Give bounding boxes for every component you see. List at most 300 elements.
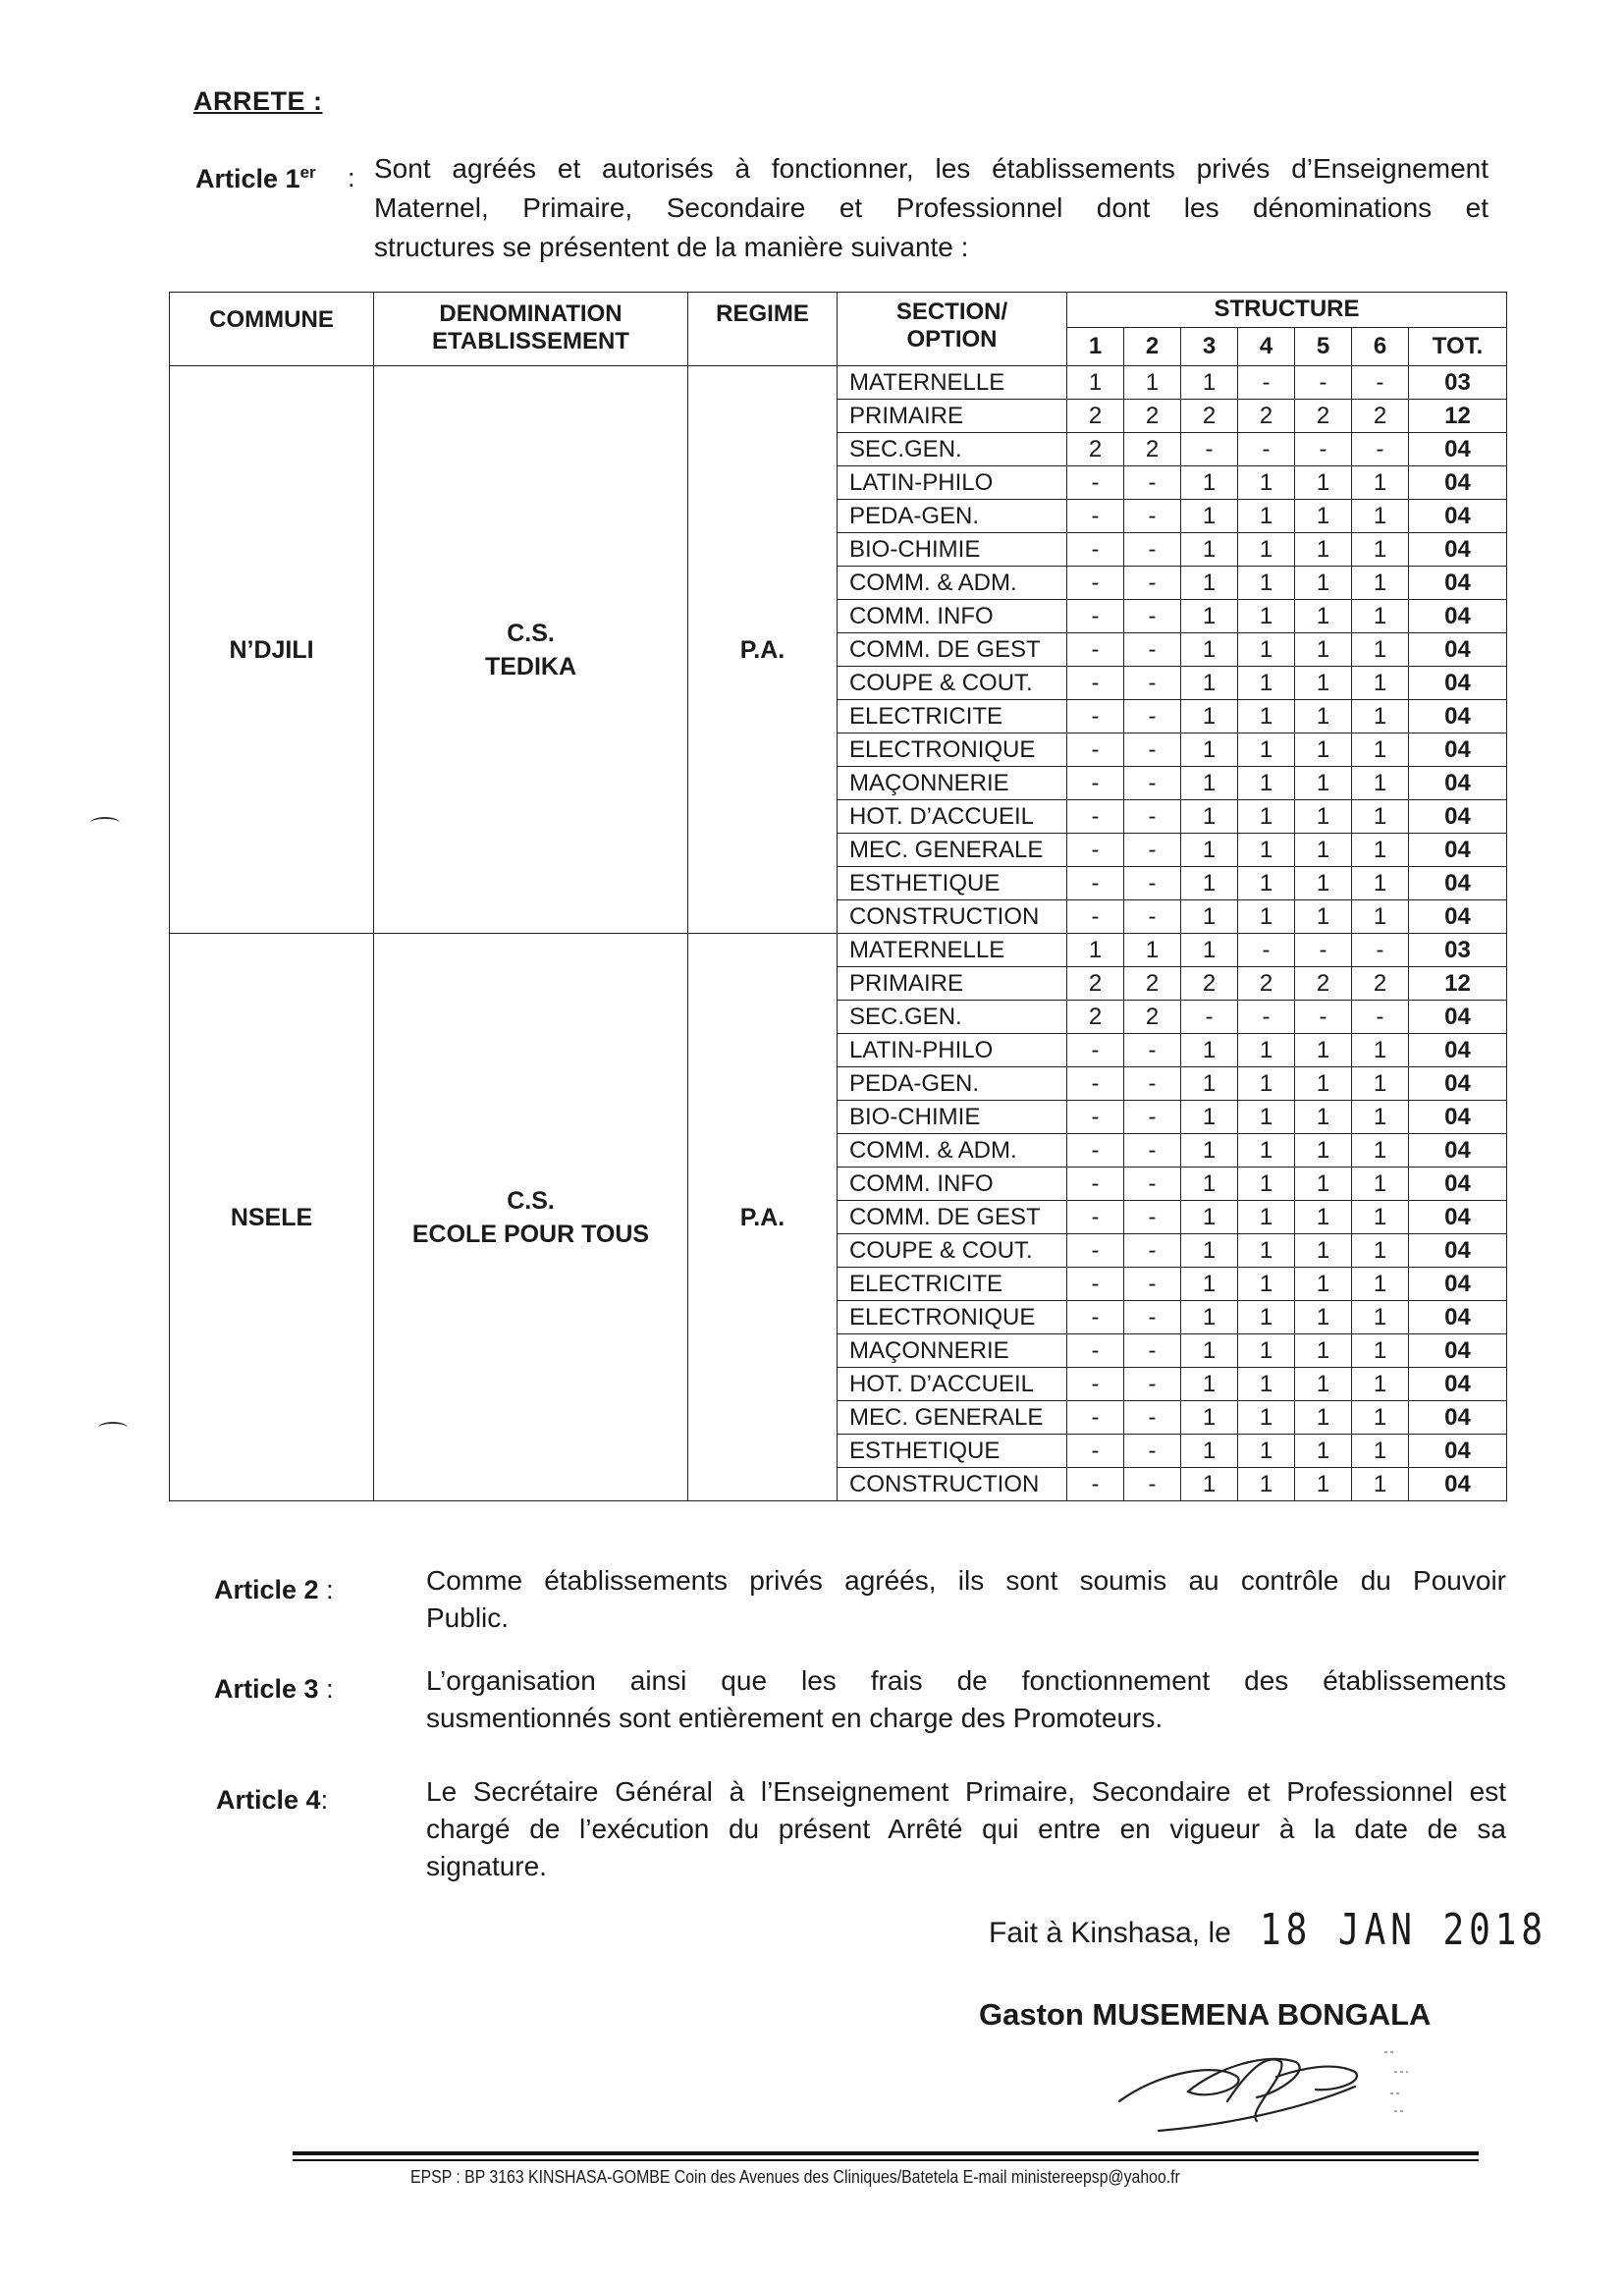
level-1-cell: - (1067, 834, 1124, 867)
level-6-cell: 1 (1352, 1268, 1409, 1301)
level-4-cell: 1 (1238, 1468, 1295, 1501)
level-5-cell: 1 (1295, 867, 1352, 900)
total-cell: 04 (1409, 1334, 1507, 1368)
total-cell: 04 (1409, 667, 1507, 700)
level-6-cell: 1 (1352, 767, 1409, 800)
section-cell: COUPE & COUT. (838, 667, 1067, 700)
level-6-cell: 1 (1352, 500, 1409, 533)
margin-mark (90, 817, 120, 829)
level-4-cell: 1 (1238, 466, 1295, 500)
header-section-line-1: SECTION/ (895, 299, 1008, 325)
header-level-3: 3 (1181, 327, 1238, 365)
level-2-cell: - (1124, 1301, 1181, 1334)
level-4-cell: 2 (1238, 967, 1295, 1001)
level-4-cell: 1 (1238, 700, 1295, 733)
level-2-cell: - (1124, 567, 1181, 600)
total-cell: 04 (1409, 600, 1507, 633)
level-6-cell: 1 (1352, 867, 1409, 900)
level-3-cell: 1 (1181, 600, 1238, 633)
section-cell: COMM. DE GEST (838, 633, 1067, 667)
level-2-cell: - (1124, 533, 1181, 567)
level-6-cell: 1 (1352, 1034, 1409, 1067)
level-5-cell: 1 (1295, 1468, 1352, 1501)
level-2-cell: - (1124, 767, 1181, 800)
level-6-cell: 1 (1352, 667, 1409, 700)
level-1-cell: - (1067, 1134, 1124, 1168)
level-6-cell: 2 (1352, 967, 1409, 1001)
level-1-cell: - (1067, 1468, 1124, 1501)
article-1-line: Maternel, Primaire, Secondaire et Professionnel dont les dénominations et (374, 192, 1489, 223)
level-3-cell: 1 (1181, 767, 1238, 800)
level-3-cell: 1 (1181, 667, 1238, 700)
establishment-line-1: C.S. (507, 619, 555, 647)
level-2-cell: 2 (1124, 400, 1181, 433)
closing-place: Fait à Kinshasa, le (989, 1917, 1231, 1949)
level-4-cell: - (1238, 1001, 1295, 1034)
level-6-cell: - (1352, 366, 1409, 400)
level-5-cell: 1 (1295, 1101, 1352, 1134)
level-2-cell: 2 (1124, 1001, 1181, 1034)
level-1-cell: 1 (1067, 366, 1124, 400)
level-3-cell: 1 (1181, 1301, 1238, 1334)
level-1-cell: - (1067, 466, 1124, 500)
total-cell: 04 (1409, 1468, 1507, 1501)
level-4-cell: 1 (1238, 800, 1295, 834)
level-4-cell: 1 (1238, 633, 1295, 667)
section-cell: COMM. INFO (838, 1168, 1067, 1201)
section-cell: MEC. GENERALE (838, 1401, 1067, 1435)
section-cell: MATERNELLE (838, 366, 1067, 400)
header-section-line-2: OPTION (906, 326, 998, 353)
level-6-cell: 1 (1352, 633, 1409, 667)
heading-arrete: ARRETE : (193, 86, 323, 116)
level-2-cell: - (1124, 700, 1181, 733)
header-denomination (374, 293, 688, 366)
article-4-line: Le Secrétaire Général à l’Enseignement Primaire, Secondaire et Professionnel est (426, 1776, 1506, 1807)
level-5-cell: 1 (1295, 667, 1352, 700)
level-5-cell: 1 (1295, 1234, 1352, 1268)
level-3-cell: 1 (1181, 1268, 1238, 1301)
level-1-cell: 2 (1067, 400, 1124, 433)
level-4-cell: 1 (1238, 533, 1295, 567)
level-2-cell: - (1124, 1435, 1181, 1468)
level-3-cell: 1 (1181, 466, 1238, 500)
level-1-cell: - (1067, 1101, 1124, 1134)
level-4-cell: 1 (1238, 1268, 1295, 1301)
section-cell: SEC.GEN. (838, 433, 1067, 466)
header-denomination-line-1: DENOMINATION (439, 300, 623, 327)
regime-cell: P.A. (688, 934, 838, 1501)
level-6-cell: 2 (1352, 400, 1409, 433)
level-2-cell: - (1124, 500, 1181, 533)
level-4-cell: 1 (1238, 1067, 1295, 1101)
level-1-cell: 2 (1067, 967, 1124, 1001)
level-1-cell: - (1067, 700, 1124, 733)
level-5-cell: 2 (1295, 967, 1352, 1001)
level-6-cell: 1 (1352, 1067, 1409, 1101)
section-cell: ELECTRICITE (838, 1268, 1067, 1301)
article-4-label: Article 4: (216, 1785, 329, 1815)
level-3-cell: 1 (1181, 1067, 1238, 1101)
level-6-cell: 1 (1352, 834, 1409, 867)
level-3-cell: 1 (1181, 1101, 1238, 1134)
total-cell: 12 (1409, 400, 1507, 433)
establishment-line-1: C.S. (507, 1186, 555, 1215)
section-cell: ESTHETIQUE (838, 1435, 1067, 1468)
level-5-cell: 1 (1295, 466, 1352, 500)
level-2-cell: - (1124, 1101, 1181, 1134)
level-1-cell: - (1067, 500, 1124, 533)
article-1-line: Sont agréés et autorisés à fonctionner, les établissements privés d’Enseignement (374, 153, 1489, 184)
level-1-cell: - (1067, 600, 1124, 633)
footer-rule-thin (293, 2159, 1479, 2161)
total-cell: 04 (1409, 567, 1507, 600)
header-section (838, 293, 1067, 366)
total-cell: 04 (1409, 1101, 1507, 1134)
level-1-cell: - (1067, 1234, 1124, 1268)
level-1-cell: - (1067, 1034, 1124, 1067)
level-2-cell: - (1124, 834, 1181, 867)
level-5-cell: 1 (1295, 800, 1352, 834)
level-2-cell: - (1124, 600, 1181, 633)
level-3-cell: 1 (1181, 533, 1238, 567)
section-cell: ELECTRICITE (838, 700, 1067, 733)
level-5-cell: 2 (1295, 400, 1352, 433)
level-6-cell: 1 (1352, 1234, 1409, 1268)
total-cell: 04 (1409, 1234, 1507, 1268)
level-3-cell: 1 (1181, 800, 1238, 834)
level-4-cell: 1 (1238, 1334, 1295, 1368)
total-cell: 04 (1409, 433, 1507, 466)
total-cell: 04 (1409, 1067, 1507, 1101)
level-1-cell: - (1067, 800, 1124, 834)
section-cell: BIO-CHIMIE (838, 533, 1067, 567)
level-2-cell: - (1124, 1201, 1181, 1234)
level-1-cell: - (1067, 1067, 1124, 1101)
header-level-5: 5 (1295, 327, 1352, 365)
level-5-cell: - (1295, 1001, 1352, 1034)
level-6-cell: 1 (1352, 600, 1409, 633)
level-2-cell: - (1124, 733, 1181, 767)
level-6-cell: - (1352, 934, 1409, 967)
level-3-cell: 2 (1181, 400, 1238, 433)
level-6-cell: 1 (1352, 1368, 1409, 1401)
section-cell: LATIN-PHILO (838, 1034, 1067, 1067)
section-cell: PRIMAIRE (838, 400, 1067, 433)
level-3-cell: 1 (1181, 1368, 1238, 1401)
level-2-cell: - (1124, 1234, 1181, 1268)
section-cell: PRIMAIRE (838, 967, 1067, 1001)
level-2-cell: - (1124, 1401, 1181, 1435)
level-4-cell: 1 (1238, 767, 1295, 800)
level-5-cell: 1 (1295, 834, 1352, 867)
total-cell: 04 (1409, 466, 1507, 500)
signature-image (1100, 2033, 1453, 2150)
level-6-cell: 1 (1352, 533, 1409, 567)
level-4-cell: 2 (1238, 400, 1295, 433)
total-cell: 04 (1409, 1401, 1507, 1435)
level-1-cell: - (1067, 1201, 1124, 1234)
level-4-cell: 1 (1238, 1201, 1295, 1234)
level-4-cell: 1 (1238, 1301, 1295, 1334)
level-3-cell: 1 (1181, 900, 1238, 934)
total-cell: 04 (1409, 800, 1507, 834)
total-cell: 04 (1409, 1001, 1507, 1034)
article-3-line: susmentionnés sont entièrement en charge des Promoteurs. (426, 1703, 1164, 1733)
level-3-cell: 1 (1181, 733, 1238, 767)
level-2-cell: 1 (1124, 366, 1181, 400)
article-1-colon: : (348, 163, 355, 192)
level-6-cell: 1 (1352, 1435, 1409, 1468)
structure-table (169, 292, 1507, 1501)
level-4-cell: 1 (1238, 1034, 1295, 1067)
section-cell: COMM. INFO (838, 600, 1067, 633)
section-cell: MAÇONNERIE (838, 1334, 1067, 1368)
level-3-cell: 1 (1181, 1334, 1238, 1368)
level-2-cell: - (1124, 1134, 1181, 1168)
section-cell: COMM. DE GEST (838, 1201, 1067, 1234)
total-cell: 04 (1409, 900, 1507, 934)
header-commune: COMMUNE (170, 293, 374, 366)
level-5-cell: - (1295, 366, 1352, 400)
level-5-cell: 1 (1295, 1168, 1352, 1201)
level-4-cell: 1 (1238, 567, 1295, 600)
level-6-cell: 1 (1352, 1201, 1409, 1234)
section-cell: LATIN-PHILO (838, 466, 1067, 500)
level-1-cell: 1 (1067, 934, 1124, 967)
level-3-cell: 1 (1181, 934, 1238, 967)
section-cell: COMM. & ADM. (838, 1134, 1067, 1168)
level-3-cell: 1 (1181, 1401, 1238, 1435)
article-2-line: Public. (426, 1602, 510, 1633)
level-2-cell: 2 (1124, 433, 1181, 466)
level-5-cell: 1 (1295, 1134, 1352, 1168)
level-6-cell: - (1352, 1001, 1409, 1034)
level-4-cell: 1 (1238, 834, 1295, 867)
total-cell: 04 (1409, 867, 1507, 900)
article-1-line: structures se présentent de la manière suivante : (374, 232, 969, 262)
level-6-cell: 1 (1352, 567, 1409, 600)
level-6-cell: 1 (1352, 900, 1409, 934)
level-1-cell: - (1067, 1368, 1124, 1401)
establishment-line-2: TEDIKA (484, 652, 577, 680)
section-cell: COMM. & ADM. (838, 567, 1067, 600)
header-total: TOT. (1409, 327, 1507, 365)
level-2-cell: - (1124, 1368, 1181, 1401)
level-1-cell: - (1067, 633, 1124, 667)
level-6-cell: 1 (1352, 700, 1409, 733)
level-4-cell: 1 (1238, 1168, 1295, 1201)
level-4-cell: 1 (1238, 900, 1295, 934)
article-3-text (426, 1662, 1506, 1737)
level-2-cell: 2 (1124, 967, 1181, 1001)
level-4-cell: 1 (1238, 1101, 1295, 1134)
total-cell: 04 (1409, 633, 1507, 667)
level-3-cell: 1 (1181, 633, 1238, 667)
total-cell: 04 (1409, 1435, 1507, 1468)
level-6-cell: 1 (1352, 1168, 1409, 1201)
section-cell: PEDA-GEN. (838, 1067, 1067, 1101)
level-4-cell: 1 (1238, 1368, 1295, 1401)
level-3-cell: 1 (1181, 1234, 1238, 1268)
level-6-cell: 1 (1352, 1468, 1409, 1501)
level-1-cell: - (1067, 667, 1124, 700)
establishment-cell (374, 366, 688, 934)
level-2-cell: - (1124, 800, 1181, 834)
level-1-cell: 2 (1067, 433, 1124, 466)
total-cell: 03 (1409, 366, 1507, 400)
level-1-cell: - (1067, 767, 1124, 800)
total-cell: 12 (1409, 967, 1507, 1001)
level-3-cell: 1 (1181, 700, 1238, 733)
level-6-cell: 1 (1352, 1334, 1409, 1368)
level-5-cell: 1 (1295, 900, 1352, 934)
level-5-cell: 1 (1295, 1368, 1352, 1401)
section-cell: CONSTRUCTION (838, 900, 1067, 934)
section-cell: HOT. D’ACCUEIL (838, 800, 1067, 834)
total-cell: 04 (1409, 834, 1507, 867)
level-2-cell: - (1124, 1067, 1181, 1101)
total-cell: 04 (1409, 533, 1507, 567)
level-3-cell: 1 (1181, 1168, 1238, 1201)
footer-rule-thick (293, 2151, 1479, 2155)
total-cell: 04 (1409, 700, 1507, 733)
header-regime: REGIME (688, 293, 838, 366)
level-3-cell: 1 (1181, 500, 1238, 533)
level-5-cell: - (1295, 934, 1352, 967)
level-1-cell: - (1067, 1334, 1124, 1368)
header-level-1: 1 (1067, 327, 1124, 365)
article-4-text (426, 1773, 1506, 1885)
article-2-text (426, 1562, 1506, 1637)
level-5-cell: 1 (1295, 1435, 1352, 1468)
section-cell: MEC. GENERALE (838, 834, 1067, 867)
level-5-cell: 1 (1295, 1034, 1352, 1067)
level-5-cell: - (1295, 433, 1352, 466)
level-3-cell: 1 (1181, 567, 1238, 600)
level-2-cell: - (1124, 466, 1181, 500)
level-6-cell: - (1352, 433, 1409, 466)
table-row (170, 366, 1507, 400)
level-6-cell: 1 (1352, 466, 1409, 500)
level-6-cell: 1 (1352, 1401, 1409, 1435)
level-5-cell: 1 (1295, 700, 1352, 733)
article-1-label: Article 1er (195, 163, 316, 193)
level-3-cell: - (1181, 1001, 1238, 1034)
total-cell: 04 (1409, 500, 1507, 533)
level-2-cell: - (1124, 1334, 1181, 1368)
level-1-cell: - (1067, 900, 1124, 934)
level-1-cell: - (1067, 1301, 1124, 1334)
level-6-cell: 1 (1352, 1134, 1409, 1168)
level-5-cell: 1 (1295, 500, 1352, 533)
level-3-cell: 1 (1181, 867, 1238, 900)
level-2-cell: - (1124, 900, 1181, 934)
level-4-cell: 1 (1238, 1401, 1295, 1435)
total-cell: 04 (1409, 1268, 1507, 1301)
level-4-cell: 1 (1238, 733, 1295, 767)
level-5-cell: 1 (1295, 1067, 1352, 1101)
commune-cell: N’DJILI (170, 366, 374, 934)
level-6-cell: 1 (1352, 1301, 1409, 1334)
article-3-label: Article 3 : (214, 1674, 334, 1704)
level-3-cell: 1 (1181, 1134, 1238, 1168)
level-1-cell: - (1067, 867, 1124, 900)
level-2-cell: - (1124, 633, 1181, 667)
total-cell: 04 (1409, 1168, 1507, 1201)
level-4-cell: 1 (1238, 1134, 1295, 1168)
level-3-cell: 1 (1181, 1201, 1238, 1234)
section-cell: MAÇONNERIE (838, 767, 1067, 800)
total-cell: 04 (1409, 1301, 1507, 1334)
level-1-cell: - (1067, 1401, 1124, 1435)
section-cell: MATERNELLE (838, 934, 1067, 967)
article-4-line: chargé de l’exécution du présent Arrêté qui entre en vigueur à la date de sa (426, 1814, 1506, 1844)
level-3-cell: 2 (1181, 967, 1238, 1001)
level-4-cell: 1 (1238, 867, 1295, 900)
level-5-cell: 1 (1295, 633, 1352, 667)
level-4-cell: 1 (1238, 667, 1295, 700)
section-cell: SEC.GEN. (838, 1001, 1067, 1034)
header-level-2: 2 (1124, 327, 1181, 365)
article-1-text (374, 149, 1489, 267)
section-cell: COUPE & COUT. (838, 1234, 1067, 1268)
section-cell: ESTHETIQUE (838, 867, 1067, 900)
level-6-cell: 1 (1352, 733, 1409, 767)
level-5-cell: 1 (1295, 533, 1352, 567)
section-cell: PEDA-GEN. (838, 500, 1067, 533)
article-2-line: Comme établissements privés agréés, ils sont soumis au contrôle du Pouvoir (426, 1565, 1506, 1596)
level-4-cell: - (1238, 934, 1295, 967)
total-cell: 03 (1409, 934, 1507, 967)
article-3-line: L’organisation ainsi que les frais de fonctionnement des établissements (426, 1665, 1506, 1696)
header-level-6: 6 (1352, 327, 1409, 365)
level-1-cell: - (1067, 1268, 1124, 1301)
level-1-cell: 2 (1067, 1001, 1124, 1034)
level-2-cell: - (1124, 867, 1181, 900)
article-4-line: signature. (426, 1851, 547, 1881)
section-cell: CONSTRUCTION (838, 1468, 1067, 1501)
level-5-cell: 1 (1295, 567, 1352, 600)
level-4-cell: 1 (1238, 500, 1295, 533)
article-2-label: Article 2 : (214, 1575, 334, 1604)
level-6-cell: 1 (1352, 1101, 1409, 1134)
level-4-cell: 1 (1238, 1234, 1295, 1268)
level-3-cell: 1 (1181, 1468, 1238, 1501)
total-cell: 04 (1409, 1134, 1507, 1168)
level-1-cell: - (1067, 1435, 1124, 1468)
level-3-cell: 1 (1181, 366, 1238, 400)
signer-name: Gaston MUSEMENA BONGALA (979, 1997, 1432, 2032)
level-4-cell: - (1238, 366, 1295, 400)
level-3-cell: 1 (1181, 1034, 1238, 1067)
header-structure: STRUCTURE (1067, 293, 1507, 328)
level-5-cell: 1 (1295, 600, 1352, 633)
establishment-cell (374, 934, 688, 1501)
level-2-cell: - (1124, 1468, 1181, 1501)
header-denomination-line-2: ETABLISSEMENT (432, 328, 629, 354)
level-2-cell: - (1124, 1168, 1181, 1201)
commune-cell: NSELE (170, 934, 374, 1501)
regime-cell: P.A. (688, 366, 838, 934)
level-5-cell: 1 (1295, 767, 1352, 800)
level-5-cell: 1 (1295, 1301, 1352, 1334)
section-cell: ELECTRONIQUE (838, 733, 1067, 767)
total-cell: 04 (1409, 733, 1507, 767)
level-4-cell: 1 (1238, 1435, 1295, 1468)
level-3-cell: - (1181, 433, 1238, 466)
section-cell: BIO-CHIMIE (838, 1101, 1067, 1134)
